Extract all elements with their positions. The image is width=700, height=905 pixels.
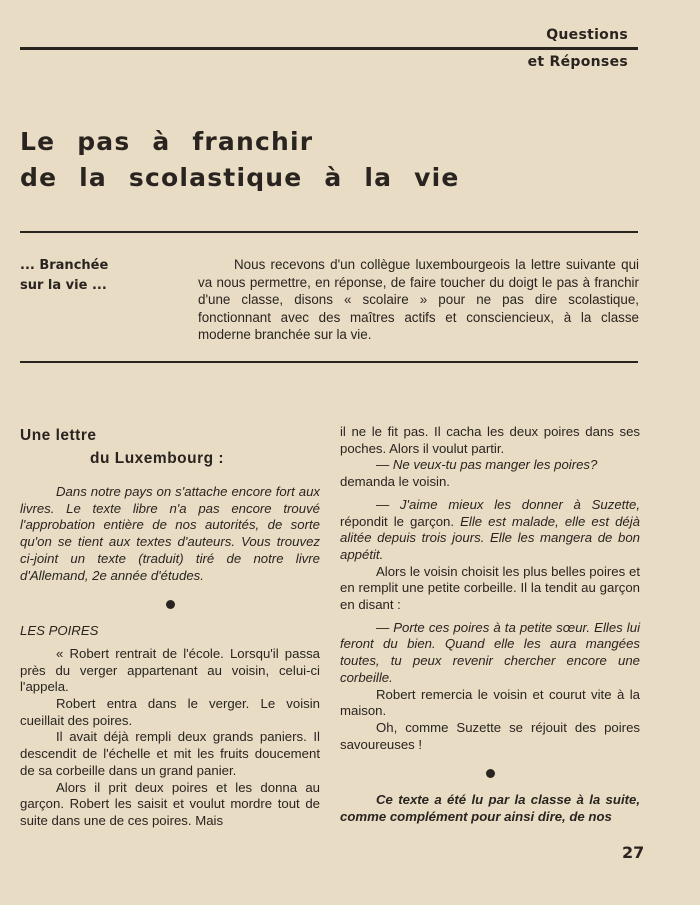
section-label-reponses: et Réponses <box>527 54 628 70</box>
story-paragraph: Alors le voisin choisit les plus belles poires et en remplit une petite corbeille. Il la tendit au garçon en disant : <box>340 563 640 613</box>
dialogue-tag: demanda le voisin. <box>340 474 450 490</box>
article-title <box>20 124 460 196</box>
dialogue-answer: — J'aime mieux les donner à Suzette, répondit le garçon. Elle est malade, elle est déjà alitée depuis trois jours. Elle les mangera de bon appétit. <box>340 496 640 562</box>
page-number: 27 <box>622 843 645 862</box>
closing-text: Ce texte a été lu par la classe à la suite, comme complément pour ainsi dire, de nos <box>340 792 640 825</box>
section-label-questions: Questions <box>546 27 628 43</box>
story-paragraph: Robert entra dans le verger. Le voisin cueillait des poires. <box>20 696 320 728</box>
intro-rule <box>20 361 638 363</box>
bullet-separator <box>166 600 175 609</box>
story-paragraph: Oh, comme Suzette se réjouit des poires savoureuses ! <box>340 719 640 752</box>
sidehead-line-1: ... Branchée <box>20 258 109 273</box>
dialogue-question: — Ne veux-tu pas manger les poires? <box>376 457 598 473</box>
left-column <box>20 424 320 830</box>
header-rule <box>20 47 638 50</box>
story-paragraph: Alors il prit deux poires et les donna au garçon. Robert les saisit et voulut mordre tout de suite dans une de ces poires. Mais <box>20 779 320 828</box>
title-line-1: Le pas à franchir <box>20 127 314 156</box>
story-paragraph: Il avait déjà rempli deux grands paniers. Il descendit de l'échelle et mit les fruits doucement de sa corbeille dans un grand panier. <box>20 729 320 778</box>
sidehead-line-2: sur la vie ... <box>20 278 107 293</box>
intro-sidehead <box>20 256 108 296</box>
right-column <box>340 424 640 826</box>
story-title: LES POIRES <box>20 623 99 639</box>
letter-text: Dans notre pays on s'attache encore fort aux livres. Le texte libre n'a pas encore trouvé l'approbation entière de nos autorités, de sorte qu'on se tient aux textes d'auteurs. Vous trouvez ci-joint un texte (traduit) tiré de notre livre d'Allemand, 2e année d'études. <box>20 484 320 583</box>
story-paragraph: — Porte ces poires à ta petite sœur. Elles lui feront du bien. Quand elle les aura mangées toutes, tu peux revenir chercher encore une corbeille. <box>340 619 640 685</box>
letter-heading: Une lettre du Luxembourg : <box>20 427 225 467</box>
intro-paragraph: Nous recevons d'un collègue luxembourgeois la lettre suivante qui va nous permettre, en réponse, de faire toucher du doigt le pas à franchir d'une classe, disons « scolaire » pour ne pas dire scolastique, fonctionnant avec des maîtres actifs et consciencieux, à la classe moderne branchée sur la vie. <box>198 257 639 342</box>
story-paragraph: « Robert rentrait de l'école. Lorsqu'il passa près du verger appartenant au voisin, celui-ci l'appela. <box>20 645 320 695</box>
story-paragraph: Robert remercia le voisin et courut vite à la maison. <box>340 686 640 719</box>
story-paragraph: il ne le fit pas. Il cacha les deux poires dans ses poches. Alors il voulut partir. <box>340 424 640 456</box>
title-rule <box>20 231 638 233</box>
bullet-separator <box>486 769 495 778</box>
title-line-2: de la scolastique à la vie <box>20 163 460 192</box>
